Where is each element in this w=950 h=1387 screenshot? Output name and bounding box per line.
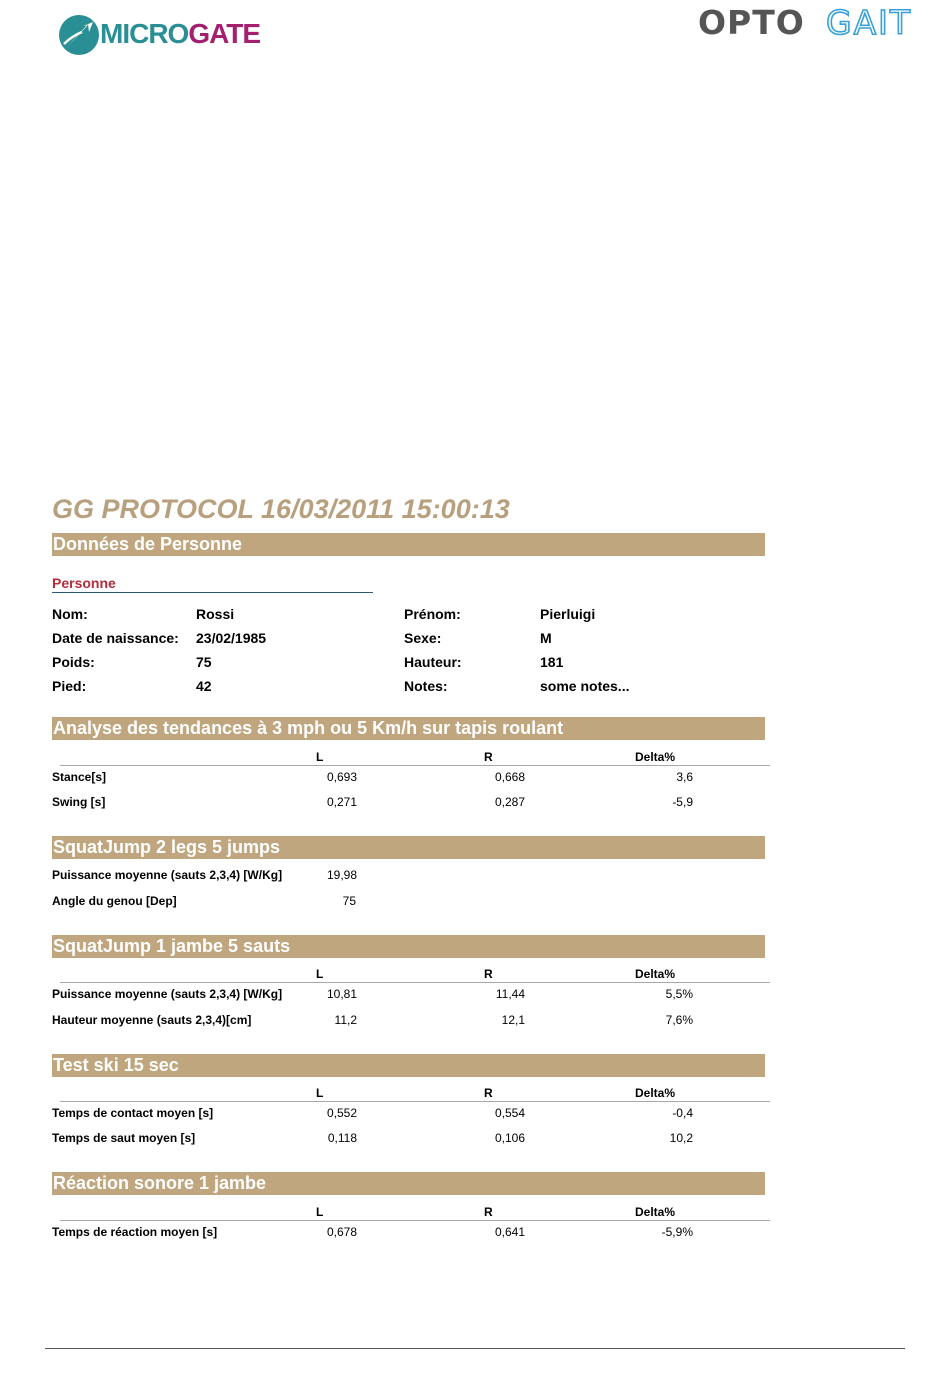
field-label-sex: Sexe: bbox=[404, 630, 442, 646]
field-value-weight: 75 bbox=[196, 654, 212, 670]
microgate-logo bbox=[58, 12, 268, 58]
field-value-height: 181 bbox=[540, 654, 564, 670]
row-label-avg-height: Hauteur moyenne (sauts 2,3,4)[cm] bbox=[52, 1013, 252, 1027]
cell-reaction-time-r: 0,641 bbox=[494, 1225, 525, 1239]
cell-swing-l: 0,271 bbox=[326, 795, 357, 809]
field-label-notes: Notes: bbox=[404, 678, 448, 694]
cell-contact-time-l: 0,552 bbox=[326, 1106, 357, 1120]
cell-stance-l: 0,693 bbox=[326, 770, 357, 784]
section-heading-sound-reaction: Réaction sonore 1 jambe bbox=[52, 1172, 765, 1195]
header-rule bbox=[60, 1220, 770, 1221]
section-heading-squatjump-2-legs: SquatJump 2 legs 5 jumps bbox=[52, 836, 765, 859]
cell-swing-delta: -5,9 bbox=[672, 795, 693, 809]
cell-jump-time-l: 0,118 bbox=[327, 1131, 357, 1145]
row-label-reaction-time: Temps de réaction moyen [s] bbox=[52, 1225, 218, 1239]
field-label-prenom: Prénom: bbox=[404, 606, 461, 622]
column-header-l: L bbox=[316, 1205, 324, 1219]
field-value-sex: M bbox=[540, 630, 552, 646]
section-heading-squatjump-1-leg: SquatJump 1 jambe 5 sauts bbox=[52, 935, 765, 958]
row-label-knee-angle: Angle du genou [Dep] bbox=[52, 894, 177, 908]
cell-reaction-time-delta: -5,9% bbox=[661, 1225, 693, 1239]
cell-jump-time-delta: 10,2 bbox=[669, 1131, 693, 1145]
column-header-delta: Delta% bbox=[635, 750, 676, 764]
section-heading-gait-trend: Analyse des tendances à 3 mph ou 5 Km/h sur tapis roulant bbox=[52, 717, 765, 740]
cell-avg-height-delta: 7,6% bbox=[665, 1013, 693, 1027]
column-header-r: R bbox=[484, 750, 493, 764]
cell-knee-angle-value: 75 bbox=[342, 894, 356, 908]
row-label-contact-time: Temps de contact moyen [s] bbox=[52, 1106, 214, 1120]
cell-swing-r: 0,287 bbox=[494, 795, 525, 809]
cell-contact-time-r: 0,554 bbox=[494, 1106, 525, 1120]
cell-contact-time-delta: -0,4 bbox=[672, 1106, 693, 1120]
section-heading-person: Données de Personne bbox=[52, 533, 765, 556]
cell-avg-height-r: 12,1 bbox=[501, 1013, 525, 1027]
section-heading-ski-test: Test ski 15 sec bbox=[52, 1054, 765, 1077]
cell-avg-power-delta: 5,5% bbox=[665, 987, 693, 1001]
header-rule bbox=[60, 765, 770, 766]
column-header-delta: Delta% bbox=[635, 1086, 676, 1100]
cell-jump-time-r: 0,106 bbox=[494, 1131, 525, 1145]
column-header-r: R bbox=[484, 967, 493, 981]
column-header-r: R bbox=[484, 1086, 493, 1100]
column-header-delta: Delta% bbox=[635, 967, 676, 981]
column-header-l: L bbox=[316, 1086, 324, 1100]
field-label-birthdate: Date de naissance: bbox=[52, 630, 179, 646]
report-title: GG PROTOCOL 16/03/2011 15:00:13 bbox=[52, 494, 510, 524]
optogait-opto-text: OPTO bbox=[698, 6, 805, 40]
column-header-r: R bbox=[484, 1205, 493, 1219]
cell-avg-power-value: 19,98 bbox=[326, 868, 357, 882]
optogait-logo bbox=[698, 6, 933, 40]
header-rule bbox=[60, 1101, 770, 1102]
cell-stance-r: 0,668 bbox=[494, 770, 525, 784]
row-label-avg-power: Puissance moyenne (sauts 2,3,4) [W/Kg] bbox=[52, 987, 283, 1001]
person-subheading: Personne bbox=[52, 575, 116, 591]
cell-avg-height-l: 11,2 bbox=[334, 1013, 357, 1027]
field-value-foot: 42 bbox=[196, 678, 212, 694]
field-value-nom: Rossi bbox=[196, 606, 235, 622]
column-header-l: L bbox=[316, 967, 324, 981]
row-label-avg-power: Puissance moyenne (sauts 2,3,4) [W/Kg] bbox=[52, 868, 283, 882]
column-header-delta: Delta% bbox=[635, 1205, 676, 1219]
microgate-arrow-icon bbox=[58, 14, 100, 56]
person-subheading-rule bbox=[52, 592, 373, 593]
field-value-notes: some notes... bbox=[540, 678, 630, 694]
row-label-jump-time: Temps de saut moyen [s] bbox=[52, 1131, 196, 1145]
cell-reaction-time-l: 0,678 bbox=[326, 1225, 357, 1239]
microgate-wordmark: MICROGATE bbox=[100, 18, 261, 49]
row-label-swing: Swing [s] bbox=[52, 795, 106, 809]
cell-avg-power-l: 10,81 bbox=[326, 987, 357, 1001]
cell-avg-power-r: 11,44 bbox=[495, 987, 525, 1001]
optogait-gait-text: GAIT bbox=[826, 6, 913, 40]
row-label-stance: Stance[s] bbox=[52, 770, 107, 784]
field-label-height: Hauteur: bbox=[404, 654, 462, 670]
field-label-nom: Nom: bbox=[52, 606, 88, 622]
column-header-l: L bbox=[316, 750, 324, 764]
footer-rule bbox=[45, 1348, 905, 1349]
field-label-weight: Poids: bbox=[52, 654, 95, 670]
field-value-birthdate: 23/02/1985 bbox=[196, 630, 267, 646]
field-value-prenom: Pierluigi bbox=[540, 606, 596, 622]
field-label-foot: Pied: bbox=[52, 678, 87, 694]
header-rule bbox=[60, 982, 770, 983]
cell-stance-delta: 3,6 bbox=[676, 770, 693, 784]
